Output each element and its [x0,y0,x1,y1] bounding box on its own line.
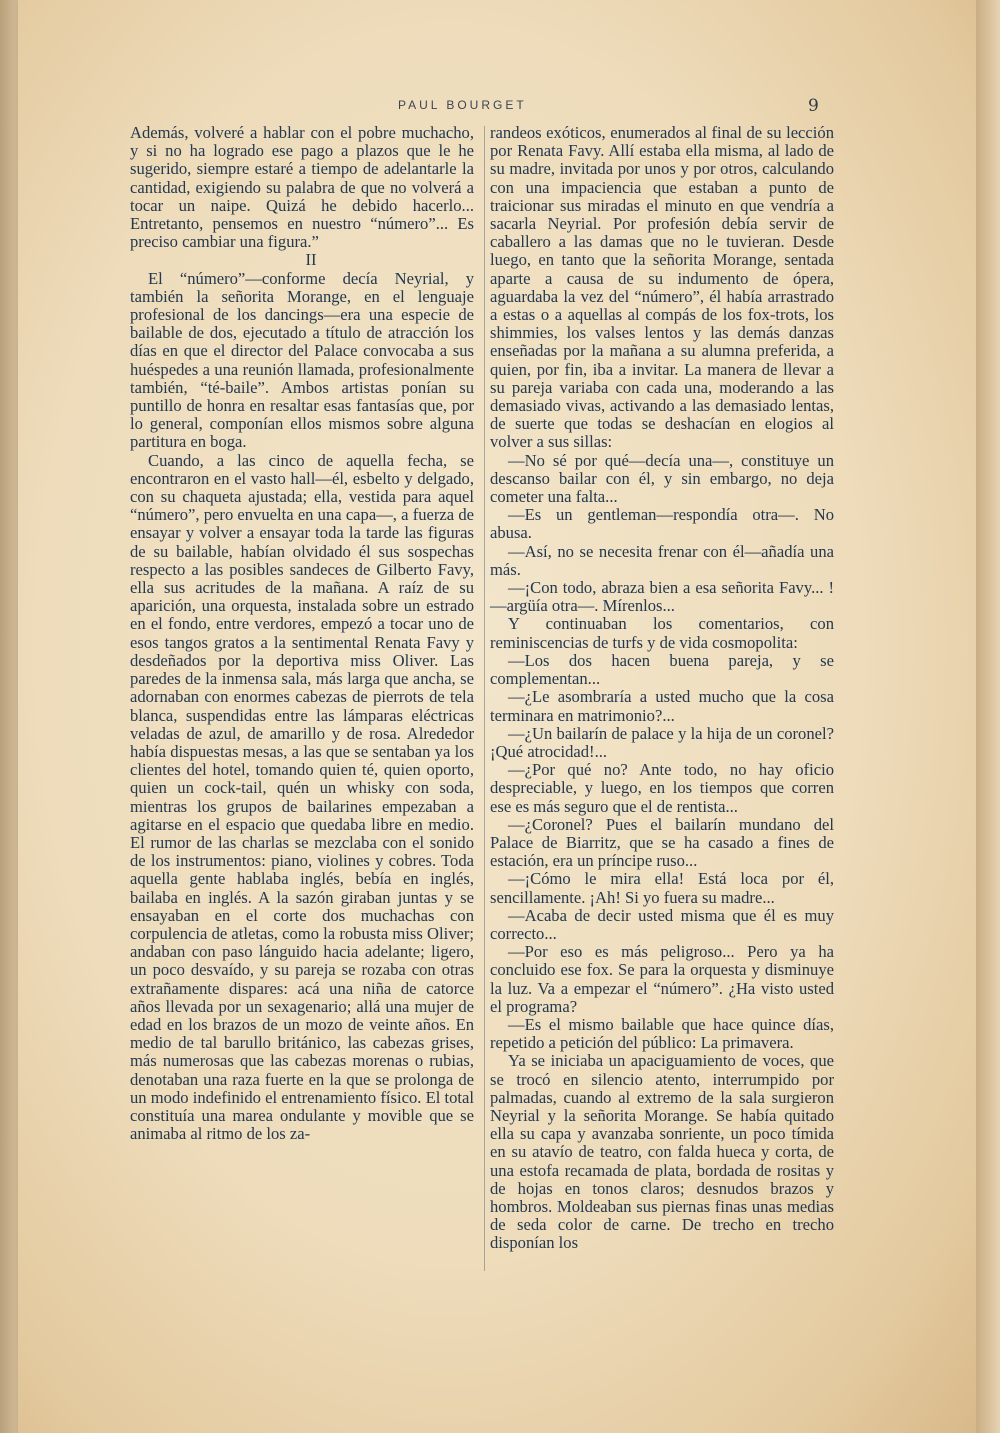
dialogue-line: —Es el mismo bailable que hace quince días, repetido a petición del público: La primavera. [490,1014,834,1053]
paragraph: Ya se iniciaba un apaciguamiento de voces, que se trocó en silencio atento, interrumpido por palmadas, cuando al extremo de la sala surgieron Neyrial y la señorita Morange. Se había quitado ella su capa y avanzaba sonriente, un poco tímida en su atavío de teatro, con falda hueca y corta, de una estofa recamada de plata, bordada de rositas y de hojas en tonos claros; desnudos brazos y hombros. Moldeaban sus piernas finas unas medias de seda color de carne. De trecho en trecho disponían los [490,1051,834,1253]
dialogue-line: —Así, no se necesita frenar con él—añadía una más. [490,541,834,579]
dialogue-line: —Acaba de decir usted misma que él es muy correcto... [490,905,834,943]
paragraph: randeos exóticos, enumerados al final de su lección por Renata Favy. Allí estaba ella misma, al lado de su madre, invitada por unos y por otros, calculando con una impaciencia que estaban a punto de traicionar sus miradas el minuto en que vendría a sacarla Neyrial. Por profesión debía servir de caballero a las damas que no le tuvieran. Desde luego, en tanto que la señorita Morange, sentada aparte a causa de su indumento de ópera, aguardaba la vez del “número”, él había arrastrado a estas o a aquellas al compás de los fox-trots, los shimmies, los valses lentos y las demás danzas enseñadas por la mañana a su alumna preferida, a quien, por fin, iba a invitar. La manera de llevar a su pareja variaba con cada una, moderando a las demasiado vivas, activando a las demasiado lentas, de suerte que todas se deshacían en elogios al volver a sus sillas: [490,123,834,452]
paragraph: Además, volveré a hablar con el pobre muchacho, y si no ha logrado ese pago a plazos que le he sugerido, siempre estaré a tiempo de adelantarle la cantidad, exigiendo su palabra de que no volverá a tocar un naipe. Quizá he debido hacerlo... Entretanto, pensemos en nuestro “número”... Es preciso cambiar una figura.” [130,123,474,252]
page-right-edge [976,0,1000,1433]
right-column [490,124,834,1253]
dialogue-line: —Por eso es más peligroso... Pero ya ha concluido ese fox. Se para la orquesta y disminuye la luz. Va a empezar el “número”. ¿Ha visto usted el programa? [490,942,834,1016]
page-number: 9 [808,96,819,116]
dialogue-line: —¡Con todo, abraza bien a esa señorita Favy... !—argüía otra—. Mírenlos... [490,578,834,616]
running-head: PAUL BOURGET [398,98,527,112]
column-divider [484,126,485,1271]
dialogue-line: —¿Le asombraría a usted mucho que la cosa terminara en matrimonio?... [490,687,834,725]
left-column [130,124,474,1143]
dialogue-line: —¿Por qué no? Ante todo, no hay oficio despreciable, y luego, en los tiempos que corren ese es más seguro que el de rentista... [490,760,834,816]
paragraph: Cuando, a las cinco de aquella fecha, se encontraron en el vasto hall—él, esbelto y delgado, con su chaqueta ajustada; ella, vestida para aquel “número”, pero envuelta en una capa—, a fuerza de ensayar y volver a ensayar toda la tarde las figuras de su bailable, habían olvidado él sus sospechas respecto a las posibles sandeces de Gilberto Favy, ella sus acritudes de la mañana. A raíz de su aparición, una orquesta, instalada sobre un estrado en el fondo, entre verdores, empezó a tocar uno de esos tangos gratos a la sentimental Renata Favy y desdeñados por la deportiva miss Oliver. Las paredes de la inmensa sala, más larga que ancha, se adornaban con enormes cabezas de pierrots de tela blanca, suspendidas entre las lámparas eléctricas veladas de azul, de amarillo y de rosa. Alrededor había dispuestas mesas, a las que se sentaban ya los clientes del hotel, tomando quien té, quien oporto, quien un cock-tail, quén un whisky con soda, mientras los grupos de bailarines empezaban a agitarse en el espacio que quedaba libre en medio. El rumor de las charlas se mezclaba con el sonido de los instrumentos: piano, violines y cobres. Toda aquella gente hablaba inglés, bebía en inglés, bailaba en inglés. A la sazón giraban juntas y se ensayaban en el corte dos muchachas con corpulencia de atletas, como la robusta miss Oliver; andaban con paso lánguido hacia adelante; ligero, un poco desvaído, y su pareja se rozaba con otras extrañamente dispares: acá una niña de catorce años llevada por un sexagenario; allá una mujer de edad en los brazos de un mozo de veinte años. En medio de tal barullo británico, las cabezas grises, más numerosas que las cabezas morenas o rubias, denotaban una raza fuerte en la que se prolonga de un modo indefinido el entrenamiento físico. El total constituía una marea ondulante y movible que se animaba al ritmo de los za- [130,450,474,1144]
paragraph: Y continuaban los comentarios, con reminiscencias de turfs y de vida cosmopolita: [490,614,834,652]
section-number: II [305,250,317,270]
paragraph: El “número”—conforme decía Neyrial, y también la señorita Morange, en el lenguaje profesional de los dancings—era una especie de bailable de dos, ejecutado a título de atracción los días en que el director del Palace convocaba a sus huéspedes a una reunión llamada, profesionalmente también, “té-baile”. Ambos artistas ponían su puntillo de honra en resaltar esas fantasías que, por lo general, componían ellos mismos sobre alguna partitura en boga. [130,268,474,452]
dialogue-line: —¿Un bailarín de palace y la hija de un coronel? ¡Qué atrocidad!... [490,723,834,761]
dialogue-line: —¿Coronel? Pues el bailarín mundano del Palace de Biarritz, que se ha casado a fines de estación, era un príncipe ruso... [490,814,834,871]
dialogue-line: —Es un gentleman—respondía otra—. No abusa. [490,505,834,543]
dialogue-line: —Los dos hacen buena pareja, y se complementan... [490,650,834,689]
dialogue-line: —¡Cómo le mira ella! Está loca por él, sencillamente. ¡Ah! Si yo fuera su madre... [490,869,834,907]
dialogue-line: —No sé por qué—decía una—, constituye un descanso bailar con él, y sin embargo, no deja cometer una falta... [490,450,834,507]
